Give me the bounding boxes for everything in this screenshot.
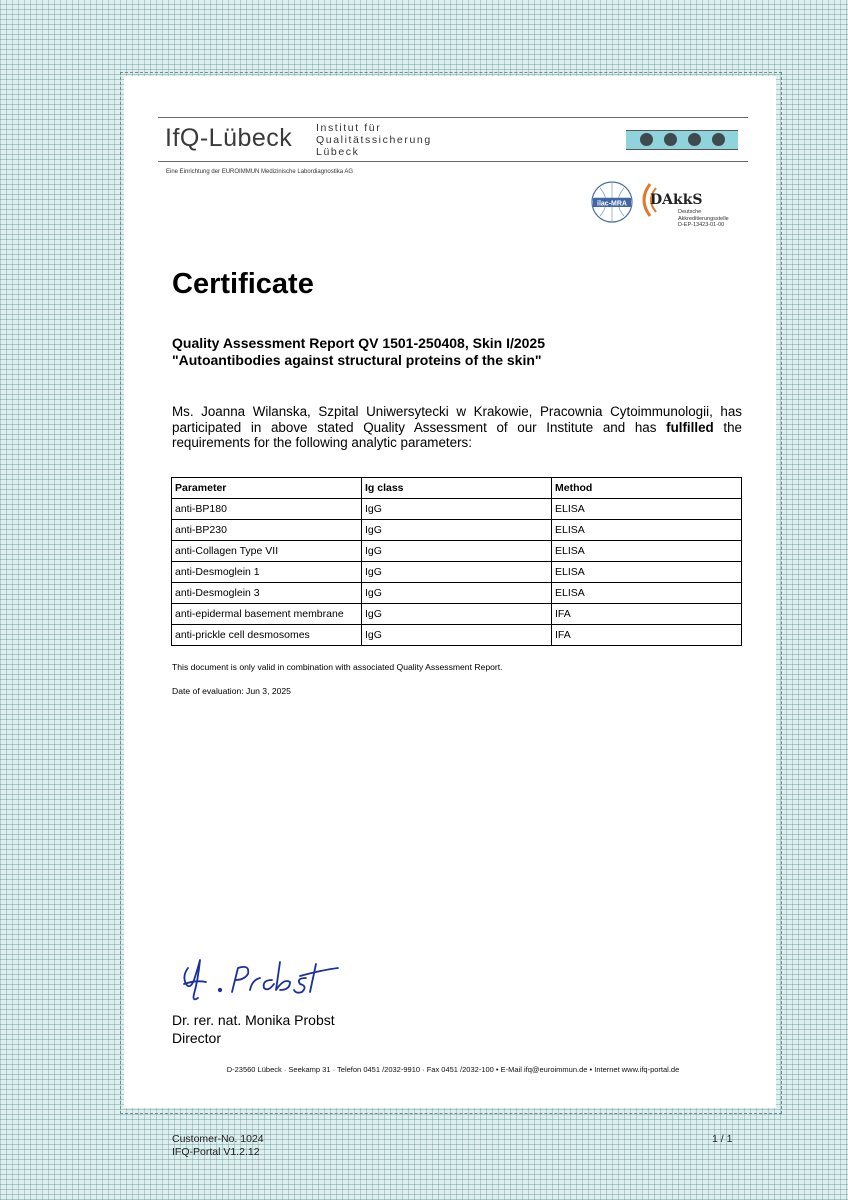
institute-line: Lübeck <box>316 146 360 158</box>
page-number: 1 / 1 <box>712 1133 733 1145</box>
cell-parameter: anti-BP180 <box>172 499 362 520</box>
dakks-subtitle <box>678 209 729 229</box>
table-row <box>172 541 742 562</box>
institute-line: Qualitätssicherung <box>316 134 432 146</box>
dakks-sub-line: D-EP-13423-01-00 <box>678 222 725 228</box>
cell-method: ELISA <box>552 541 742 562</box>
validity-note: This document is only valid in combination with associated Quality Assessment Report. <box>172 662 503 672</box>
signatory-role: Director <box>172 1030 222 1046</box>
cell-ig-class: IgG <box>362 604 552 625</box>
customer-number: Customer-No. 1024 <box>172 1133 264 1145</box>
badge-dot <box>664 133 677 146</box>
table-row <box>172 604 742 625</box>
institute-line: Institut für <box>316 122 382 134</box>
col-header: Ig class <box>362 478 552 499</box>
certificate-title: Certificate <box>172 268 314 300</box>
statement-emphasis: fulfilled <box>666 419 714 435</box>
cell-method: ELISA <box>552 520 742 541</box>
tagline: Eine Einrichtung der EUROIMMUN Medizinische Labordiagnostika AG <box>166 169 354 175</box>
portal-version: IFQ-Portal V1.2.12 <box>172 1145 260 1158</box>
dots-badge-icon <box>626 130 738 150</box>
table-row <box>172 520 742 541</box>
cell-parameter: anti-Desmoglein 1 <box>172 562 362 583</box>
cell-ig-class: IgG <box>362 583 552 604</box>
cell-ig-class: IgG <box>362 541 552 562</box>
cell-ig-class: IgG <box>362 520 552 541</box>
header-rule-bottom <box>158 161 748 162</box>
signature-image <box>176 950 346 1010</box>
ilac-label: ilac-MRA <box>597 200 627 208</box>
report-subject: "Autoantibodies against structural proteins of the skin" <box>172 352 542 368</box>
parameters-table <box>171 477 742 646</box>
cell-parameter: anti-prickle cell desmosomes <box>172 625 362 646</box>
ifq-logo: IfQ-Lübeck <box>165 124 293 152</box>
table-row <box>172 562 742 583</box>
customer-info <box>172 1133 264 1158</box>
report-line: Quality Assessment Report QV 1501-250408, Skin I/2025 <box>172 335 546 351</box>
ilac-mra-logo-icon <box>590 180 634 224</box>
table-header-row <box>172 478 742 499</box>
cell-method: ELISA <box>552 499 742 520</box>
report-heading <box>172 335 545 369</box>
table-row <box>172 583 742 604</box>
cell-method: ELISA <box>552 562 742 583</box>
dakks-sub-line: Akkreditierungsstelle <box>678 215 729 222</box>
footer-address: D-23560 Lübeck · Seekamp 31 · Telefon 0451 /2032-9910 · Fax 0451 /2032-100 • E-Mail ifq@euroimmun.de • Internet www.ifq-portal.de <box>226 1065 680 1074</box>
cell-parameter: anti-BP230 <box>172 520 362 541</box>
badge-dot <box>640 133 653 146</box>
cell-ig-class: IgG <box>362 562 552 583</box>
statement-text-end: the requirements for the following analytic parameters: <box>172 419 742 450</box>
evaluation-date: Date of evaluation: Jun 3, 2025 <box>172 686 291 696</box>
badge-dot <box>712 133 725 146</box>
cell-parameter: anti-Desmoglein 3 <box>172 583 362 604</box>
cell-ig-class: IgG <box>362 625 552 646</box>
cell-parameter: anti-Collagen Type VII <box>172 541 362 562</box>
dakks-name: DAkkS <box>650 192 703 208</box>
table-row <box>172 625 742 646</box>
participation-statement <box>172 404 742 451</box>
cell-method: ELISA <box>552 583 742 604</box>
col-header: Method <box>552 478 742 499</box>
cell-ig-class: IgG <box>362 499 552 520</box>
cell-method: IFA <box>552 604 742 625</box>
statement-text: Ms. Joanna Wilanska, Szpital Uniwersytecki w Krakowie, Pracownia Cytoimmunologii, has participated in above stated Quality Assessment of our Institute and has <box>172 404 742 435</box>
badge-dot <box>688 133 701 146</box>
cell-parameter: anti-epidermal basement membrane <box>172 604 362 625</box>
signatory-name: Dr. rer. nat. Monika Probst <box>172 1012 335 1028</box>
institute-name <box>316 122 432 158</box>
col-header: Parameter <box>172 478 362 499</box>
cell-method: IFA <box>552 625 742 646</box>
header-rule-top <box>158 117 748 118</box>
dakks-sub-line: Deutsche <box>678 209 702 215</box>
table-row <box>172 499 742 520</box>
